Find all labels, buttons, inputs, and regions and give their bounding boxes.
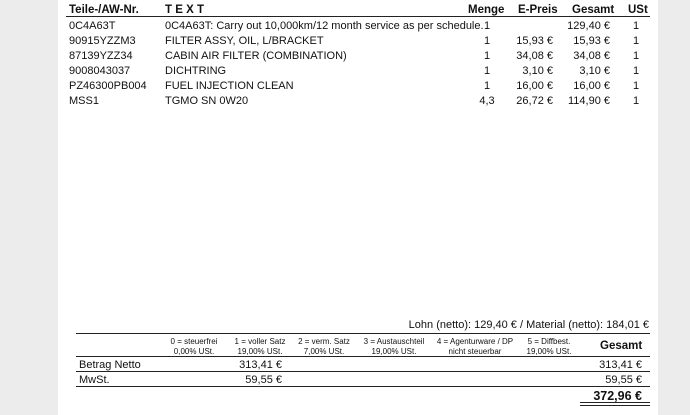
row-vat: 1 bbox=[632, 65, 640, 77]
row-text: FILTER ASSY, OIL, L/BRACKET bbox=[165, 35, 324, 47]
tax-key-0: 0 = steuerfrei 0,00% USt. bbox=[170, 337, 218, 356]
summary-divider-top bbox=[76, 333, 650, 334]
labor-material-summary: Lohn (netto): 129,40 € / Material (netto): 184,01 € bbox=[408, 319, 649, 331]
tax-key-2: 2 = verm. Satz 7,00% USt. bbox=[298, 337, 350, 356]
row-unit-price: 3,10 € bbox=[522, 65, 553, 77]
row-part-no: 0C4A63T bbox=[69, 20, 116, 32]
row-text: TGMO SN 0W20 bbox=[165, 95, 249, 107]
row-part-no: 9008043037 bbox=[69, 65, 131, 77]
net-divider bbox=[76, 371, 650, 372]
row-text: CABIN AIR FILTER (COMBINATION) bbox=[165, 50, 347, 62]
row-part-no: 90915YZZM3 bbox=[69, 35, 136, 47]
totals-header: Gesamt bbox=[600, 340, 643, 352]
row-text: 0C4A63T: Carry out 10,000km/12 month service as per schedule. bbox=[165, 20, 484, 32]
row-unit-price: 15,93 € bbox=[516, 35, 553, 47]
tax-key-divider bbox=[76, 356, 650, 357]
vat-label: MwSt. bbox=[79, 374, 110, 386]
row-qty: 1 bbox=[483, 65, 491, 77]
row-unit-price: 16,00 € bbox=[516, 80, 553, 92]
row-total: 34,08 € bbox=[573, 50, 610, 62]
row-qty: 1 bbox=[483, 80, 491, 92]
header-qty: Menge bbox=[468, 4, 505, 16]
row-total: 114,90 € bbox=[567, 95, 610, 107]
tax-key-3: 3 = Austauschteil 19,00% USt. bbox=[363, 337, 425, 356]
row-qty: 1 bbox=[483, 20, 491, 32]
vat-col1: 59,55 € bbox=[245, 374, 282, 386]
net-label: Betrag Netto bbox=[79, 359, 141, 371]
row-qty: 1 bbox=[483, 35, 491, 47]
vat-total: 59,55 € bbox=[605, 374, 642, 386]
row-qty: 1 bbox=[483, 50, 491, 62]
header-text: T E X T bbox=[165, 4, 204, 16]
row-text: DICHTRING bbox=[165, 65, 227, 77]
row-part-no: PZ46300PB004 bbox=[69, 80, 147, 92]
row-part-no: MSS1 bbox=[69, 95, 99, 107]
row-vat: 1 bbox=[632, 50, 640, 62]
tax-key-1: 1 = voller Satz 19,00% USt. bbox=[234, 337, 286, 356]
tax-key-5: 5 = Diffbest. 19,00% USt. bbox=[526, 337, 572, 356]
grand-total-underline-1 bbox=[580, 402, 650, 403]
row-vat: 1 bbox=[632, 35, 640, 47]
header-total: Gesamt bbox=[572, 4, 615, 16]
row-vat: 1 bbox=[632, 20, 640, 32]
net-total: 313,41 € bbox=[599, 359, 642, 371]
row-unit-price: 34,08 € bbox=[516, 50, 553, 62]
grand-total: 372,96 € bbox=[593, 389, 642, 403]
header-divider bbox=[66, 16, 650, 17]
row-total: 129,40 € bbox=[567, 20, 610, 32]
net-col1: 313,41 € bbox=[239, 359, 282, 371]
grand-total-underline-2 bbox=[580, 405, 650, 406]
row-vat: 1 bbox=[632, 80, 640, 92]
row-part-no: 87139YZZ34 bbox=[69, 50, 133, 62]
header-vat: USt bbox=[628, 4, 648, 16]
row-text: FUEL INJECTION CLEAN bbox=[165, 80, 294, 92]
row-qty: 4,3 bbox=[479, 95, 495, 107]
vat-divider bbox=[76, 386, 650, 387]
header-part-no: Teile-/AW-Nr. bbox=[69, 4, 139, 16]
row-unit-price: 26,72 € bbox=[516, 95, 553, 107]
row-total: 3,10 € bbox=[579, 65, 610, 77]
row-total: 15,93 € bbox=[573, 35, 610, 47]
tax-key-4: 4 = Agenturware / DP nicht steuerbar bbox=[436, 337, 514, 356]
header-unit-price: E-Preis bbox=[518, 4, 558, 16]
invoice-page bbox=[58, 0, 658, 415]
row-total: 16,00 € bbox=[573, 80, 610, 92]
row-vat: 1 bbox=[632, 95, 640, 107]
